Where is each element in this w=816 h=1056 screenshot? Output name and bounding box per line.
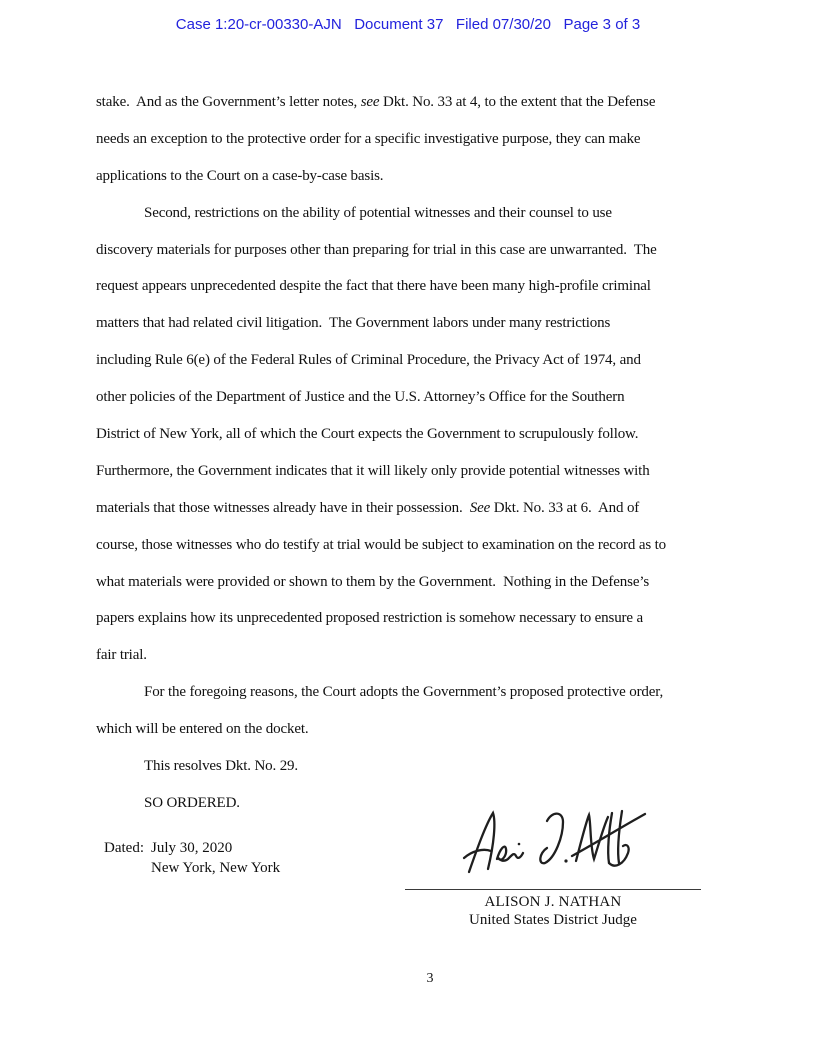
dated-date: July 30, 2020 <box>150 840 233 856</box>
body-text-run: papers explains how its unprecedented proposed restriction is somehow necessary to ensure a <box>96 610 644 627</box>
body-text-run: For the foregoing reasons, the Court adopts the Government’s proposed protective order, <box>144 684 664 701</box>
body-text-run: materials that those witnesses already have in their possession. <box>96 499 470 516</box>
body-line <box>96 600 736 637</box>
body-line <box>96 527 736 564</box>
body-text-run: SO ORDERED. <box>144 794 240 811</box>
body-text-run: what materials were provided or shown to them by the Government. Nothing in the Defense’s <box>96 573 650 590</box>
body-line <box>96 416 736 453</box>
handwritten-signature <box>462 806 647 886</box>
dated-label: Dated: <box>104 840 144 856</box>
body-text-run: This resolves Dkt. No. 29. <box>144 758 299 775</box>
body-text-run: which will be entered on the docket. <box>96 721 309 738</box>
body-line <box>96 342 736 379</box>
body-text-run: Dkt. No. 33 at 4, to the extent that the Defense <box>379 94 656 110</box>
body-text-run: fair trial. <box>96 647 147 664</box>
body-text-run: including Rule 6(e) of the Federal Rules of Criminal Procedure, the Privacy Act of 1974, and <box>96 352 641 369</box>
body-line <box>96 195 736 232</box>
body-line <box>96 84 736 121</box>
body-text-run: other policies of the Department of Justice and the U.S. Attorney’s Office for the Southern <box>96 389 625 406</box>
body-line <box>96 305 736 342</box>
body-line <box>96 711 736 748</box>
citation-signal: See <box>469 499 491 516</box>
body-text-run: matters that had related civil litigation. The Government labors under many restrictions <box>96 315 611 332</box>
page-number: 3 <box>426 971 434 986</box>
body-line <box>96 121 736 158</box>
body-text-run: discovery materials for purposes other than preparing for trial in this case are unwarranted. The <box>96 241 657 258</box>
body-line <box>96 453 736 490</box>
body-text <box>96 84 736 822</box>
body-text-run: needs an exception to the protective order for a specific investigative purpose, they can make <box>96 130 641 147</box>
dated-place: New York, New York <box>150 859 281 876</box>
dated-block <box>104 839 280 878</box>
signature-title: United States District Judge <box>469 912 637 928</box>
body-text-run: stake. And as the Government’s letter notes, <box>96 94 361 110</box>
body-text-run: request appears unprecedented despite the fact that there have been many high-profile criminal <box>96 278 651 295</box>
dated-lines <box>151 839 280 878</box>
citation-signal: see <box>360 94 380 110</box>
body-line <box>96 158 736 195</box>
body-text-run: applications to the Court on a case-by-case basis. <box>96 167 384 184</box>
body-line <box>96 637 736 674</box>
body-line <box>96 268 736 305</box>
body-line <box>96 674 736 711</box>
body-text-run: Second, restrictions on the ability of potential witnesses and their counsel to use <box>144 204 612 221</box>
signature-line <box>405 889 701 890</box>
ecf-header-stamp: Case 1:20-cr-00330-AJN Document 37 Filed 07/30/20 Page 3 of 3 <box>175 16 641 33</box>
body-text-run: Dkt. No. 33 at 6. And of <box>490 499 640 516</box>
body-line <box>96 564 736 601</box>
signature-name: ALISON J. NATHAN <box>484 894 622 910</box>
body-line <box>96 232 736 269</box>
body-line <box>96 490 736 527</box>
body-line <box>96 748 736 785</box>
body-text-run: District of New York, all of which the Court expects the Government to scrupulously follow. <box>96 426 639 443</box>
body-text-run: course, those witnesses who do testify at trial would be subject to examination on the record as to <box>96 536 667 553</box>
body-line <box>96 379 736 416</box>
body-text-run: Furthermore, the Government indicates that it will likely only provide potential witnesses with <box>96 462 650 479</box>
